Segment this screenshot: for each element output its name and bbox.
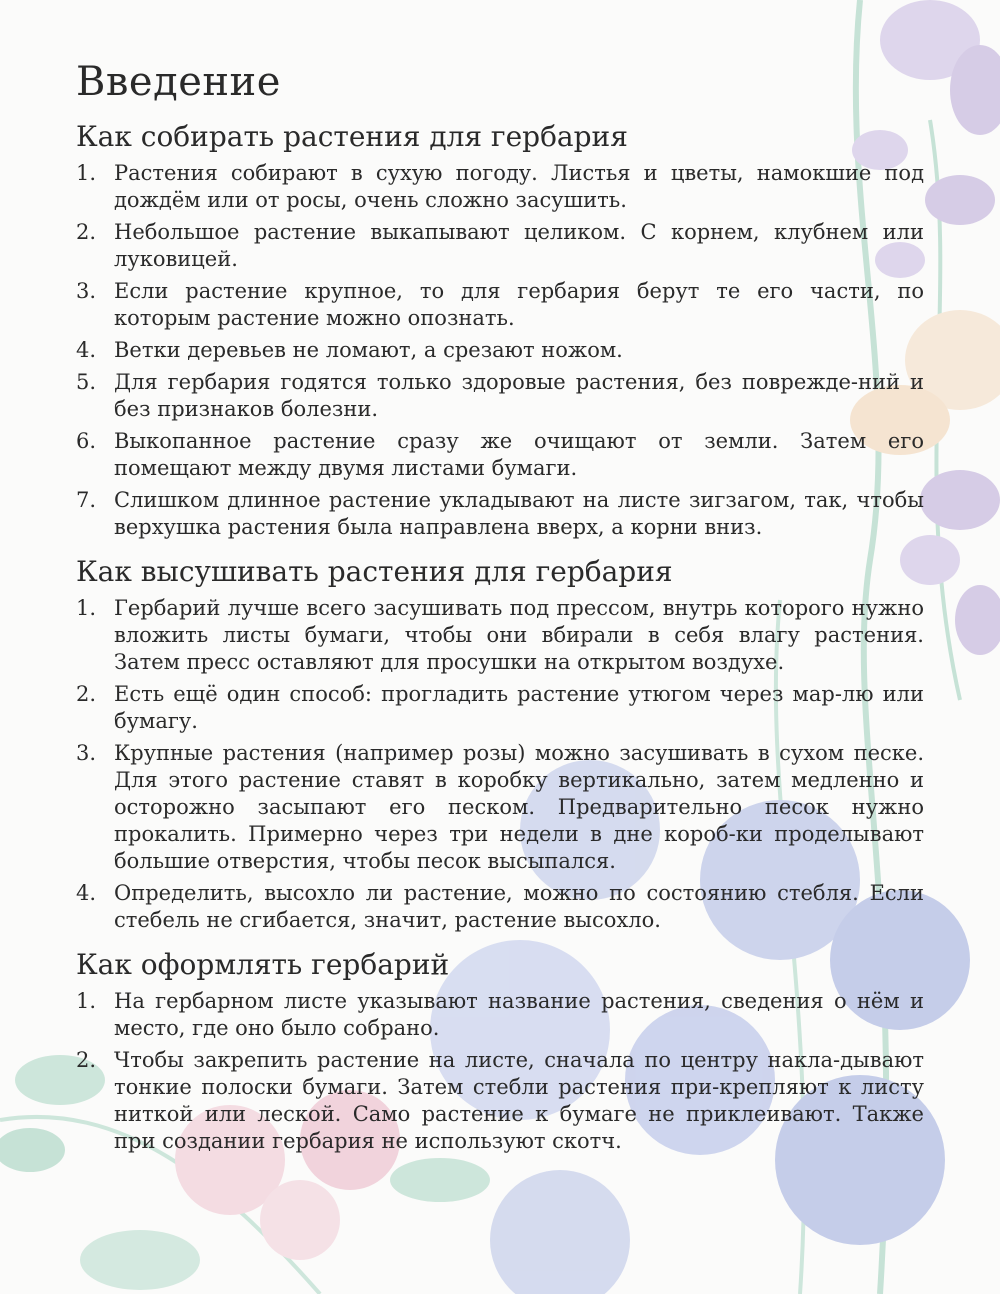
item-number: 5. xyxy=(76,370,97,394)
item-text: Гербарий лучше всего засушивать под прессом, внутрь которого нужно вложить листы бумаги, чтобы они вбирали в себя влагу растения. Затем пресс оставляют для просушки на открытом воздухе. xyxy=(114,596,924,674)
item-number: 1. xyxy=(76,596,97,620)
item-text: Слишком длинное растение укладывают на листе зигзагом, так, чтобы верхушка растения была направлена вверх, а корни вниз. xyxy=(114,488,924,539)
section-heading-collect: Как собирать растения для гербария xyxy=(76,120,628,153)
item-text: Растения собирают в сухую погоду. Листья и цветы, намокшие под дождём или от росы, очень сложно засушить. xyxy=(114,161,924,212)
page-title: Введение xyxy=(76,59,281,105)
design-list xyxy=(76,988,924,1155)
item-number: 2. xyxy=(76,1048,97,1072)
list-item xyxy=(76,681,924,735)
item-number: 3. xyxy=(76,741,97,765)
item-number: 3. xyxy=(76,279,97,303)
item-text: Ветки деревьев не ломают, а срезают ножом. xyxy=(114,338,623,362)
list-item xyxy=(76,880,924,934)
item-number: 4. xyxy=(76,338,97,362)
item-number: 2. xyxy=(76,682,97,706)
item-text: Для гербария годятся только здоровые растения, без поврежде-ний и без признаков болезни. xyxy=(114,370,924,421)
list-item xyxy=(76,487,924,541)
item-number: 1. xyxy=(76,989,97,1013)
page-content xyxy=(76,56,924,1167)
collect-list xyxy=(76,160,924,541)
list-item xyxy=(76,428,924,482)
item-text: На гербарном листе указывают название растения, сведения о нём и место, где оно было собрано. xyxy=(114,989,924,1040)
section-heading-design: Как оформлять гербарий xyxy=(76,948,450,981)
list-item xyxy=(76,219,924,273)
list-item xyxy=(76,740,924,875)
item-text: Чтобы закрепить растение на листе, сначала по центру накла-дывают тонкие полоски бумаги. Затем стебли растения при-крепляют к листу ниткой или леской. Само растение к бумаге не приклеивают. Также при создании гербария не используют скотч. xyxy=(114,1048,924,1153)
list-item xyxy=(76,1047,924,1155)
item-text: Небольшое растение выкапывают целиком. С корнем, клубнем или луковицей. xyxy=(114,220,924,271)
item-text: Если растение крупное, то для гербария берут те его части, по которым растение можно опознать. xyxy=(114,279,924,330)
item-text: Выкопанное растение сразу же очищают от земли. Затем его помещают между двумя листами бумаги. xyxy=(114,429,924,480)
list-item xyxy=(76,278,924,332)
item-number: 1. xyxy=(76,161,97,185)
list-item xyxy=(76,160,924,214)
dry-list xyxy=(76,595,924,934)
item-number: 4. xyxy=(76,881,97,905)
item-number: 7. xyxy=(76,488,97,512)
list-item xyxy=(76,337,924,364)
section-heading-dry: Как высушивать растения для гербария xyxy=(76,555,673,588)
item-number: 6. xyxy=(76,429,97,453)
list-item xyxy=(76,988,924,1042)
item-text: Определить, высохло ли растение, можно по состоянию стебля. Если стебель не сгибается, значит, растение высохло. xyxy=(114,881,924,932)
item-text: Крупные растения (например розы) можно засушивать в сухом песке. Для этого растение ставят в коробку вертикально, затем медленно и осторожно засыпают его песком. Предварительно песок нужно прокалить. Примерно через три недели в дне короб-ки проделывают большие отверстия, чтобы песок высыпался. xyxy=(114,741,924,873)
item-number: 2. xyxy=(76,220,97,244)
list-item xyxy=(76,369,924,423)
item-text: Есть ещё один способ: прогладить растение утюгом через мар-лю или бумагу. xyxy=(114,682,924,733)
list-item xyxy=(76,595,924,676)
